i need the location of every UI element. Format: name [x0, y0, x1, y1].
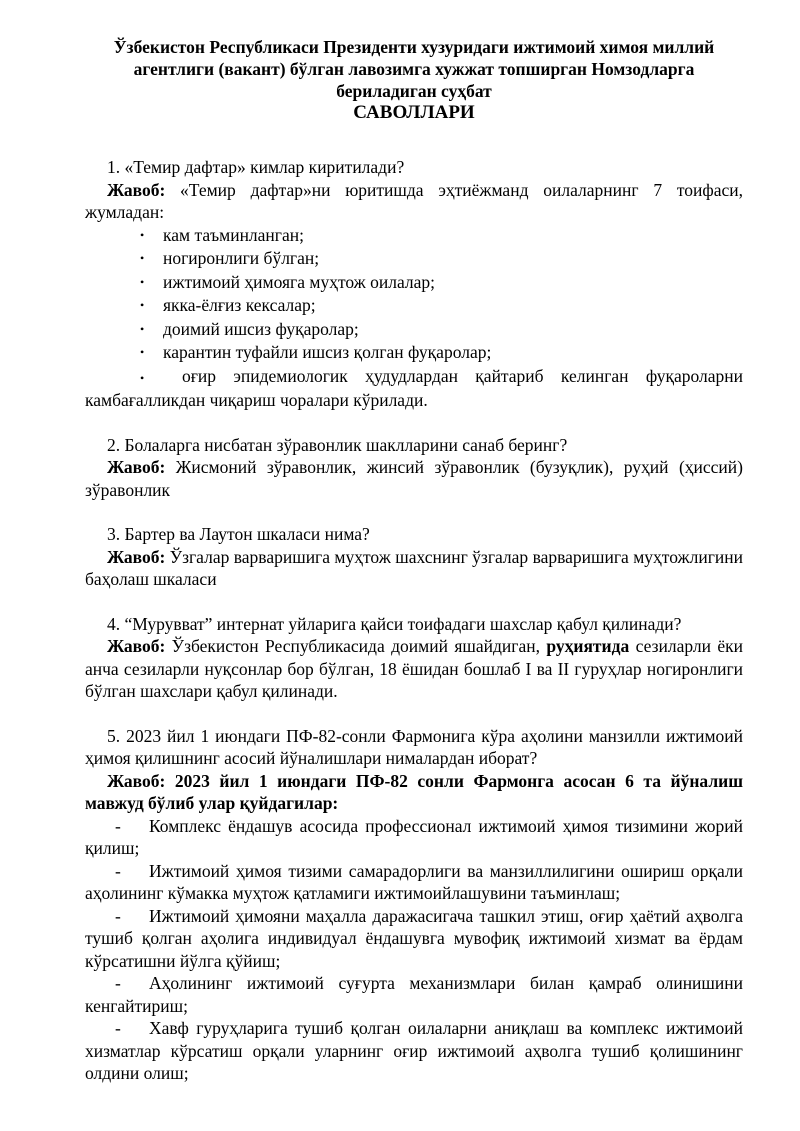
list-item: • доимий ишсиз фуқаролар; [85, 318, 743, 342]
answer-label: Жавоб: [107, 179, 166, 200]
answer-5-heading: Жавоб: 2023 йил 1 июндаги ПФ-82 сонли Фармонга асосан 6 та йўналиш мавжуд бўлиб улар қуйдагилар: [85, 770, 743, 813]
answer-4-emphasis: руҳиятида [546, 636, 630, 656]
list-item: - Аҳолининг ижтимоий суғурта механизмлари билан қамраб олинишини кенгайтириш; [85, 973, 743, 1016]
answer-label: Жавоб: [107, 636, 166, 656]
answer-1-text: «Темир дафтар»ни юритишда эҳтиёжманд оилаларнинг 7 тоифаси, жумладан: [85, 179, 743, 222]
header-line-1: Ўзбекистон Республикаси Президенти хузуридаги ижтимоий химоя миллий [113, 37, 715, 57]
bullet-icon: • [140, 274, 145, 289]
question-4: 4. “Мурувват” интернат уйларига қайси тоифадаги шахслар қабул қилинади? [107, 613, 682, 634]
dash-icon: - [115, 973, 121, 993]
answer-4: Жавоб: Ўзбекистон Республикасида доимий яшайдиган, руҳиятида сезиларли ёки анча сезиларли нуқсонлар бор бўлган, 18 ёшидан бошлаб I ва II гуруҳлар ногиронлиги бўлган шахслари қабул қилинади. [85, 636, 743, 701]
bullet-icon: • [140, 298, 145, 312]
bullet-icon: • [140, 370, 145, 385]
answer-2: Жавоб: Жисмоний зўравонлик, жинсий зўравонлик (бузуқлик), руҳий (ҳиссий) зўравонлик [85, 457, 743, 500]
dash-icon: - [115, 860, 121, 881]
answer-label: Жавоб: [107, 546, 166, 567]
list-item: • ижтимоий ҳимояга муҳтож оилалар; [85, 271, 743, 295]
bullet-icon: • [140, 321, 145, 336]
list-item: • ногиронлиги бўлган; [85, 247, 743, 271]
list-item-last: • оғир эпидемиологик ҳудудлардан қайтариб келинган фуқароларни камбағалликдан чиқариш чоралари кўрилади. [85, 365, 743, 410]
dash-icon: - [115, 815, 121, 836]
list-item: • якка-ёлғиз кексалар; [85, 294, 743, 318]
dash-icon: - [115, 1018, 121, 1038]
header-line-2: агентлиги (вакант) бўлган лавозимга хужжат топширган Номзодларга [133, 59, 695, 79]
dash-icon: - [115, 905, 121, 926]
answer-1 [85, 179, 743, 224]
list-item: • кам таъминланган; [85, 224, 743, 248]
question-5: 5. 2023 йил 1 июндаги ПФ-82-сонли Фармонига кўра аҳолини манзилли ижтимоий ҳимоя қилишнинг асосий йўналишлари нималардан иборат? [85, 725, 743, 768]
list-item: • карантин туфайли ишсиз қолган фуқаролар; [85, 341, 743, 365]
header-line-3: бериладиган суҳбат [336, 81, 492, 101]
answer-label: Жавоб: [107, 457, 166, 477]
list-item: - Комплекс ёндашув асосида профессионал ижтимоий ҳимоя тизимини жорий қилиш; [85, 815, 743, 858]
question-3: 3. Бартер ва Лаутон шкаласи нима? [107, 524, 370, 544]
bullet-icon: • [140, 227, 145, 242]
list-item: - Хавф гуруҳларига тушиб қолган оилаларни аниқлаш ва комплекс ижтимоий хизматлар кўрсатиш орқали уларнинг оғир ижтимоий аҳволга тушиб қолишининг олдини олиш; [85, 1018, 743, 1083]
list-item: - Ижтимоий ҳимояни маҳалла даражасигача ташкил этиш, оғир ҳаётий аҳволга тушиб қолган аҳолига индивидуал ёндашувга мувофиқ ижтимоий хизмат ва ёрдам кўрсатишни йўлга қўйиш; [85, 905, 743, 971]
answer-3: Жавоб: Ўзгалар варваришига муҳтож шахснинг ўзгалар варваришига муҳтожлигини баҳолаш шкаласи [85, 546, 743, 589]
header-title: САВОЛЛАРИ [353, 102, 475, 123]
answer-1-list [85, 224, 743, 365]
bullet-icon: • [140, 251, 145, 265]
bullet-icon: • [140, 345, 145, 359]
question-2: 2. Болаларга нисбатан зўравонлик шаклларини санаб беринг? [107, 434, 568, 455]
question-1: 1. «Темир дафтар» кимлар киритилади? [107, 157, 405, 177]
list-item: - Ижтимоий ҳимоя тизими самарадорлиги ва манзиллилигини ошириш орқали аҳолининг кўмакка муҳтож қатламиги ижтимоийлашувини таъминлаш; [85, 860, 743, 903]
